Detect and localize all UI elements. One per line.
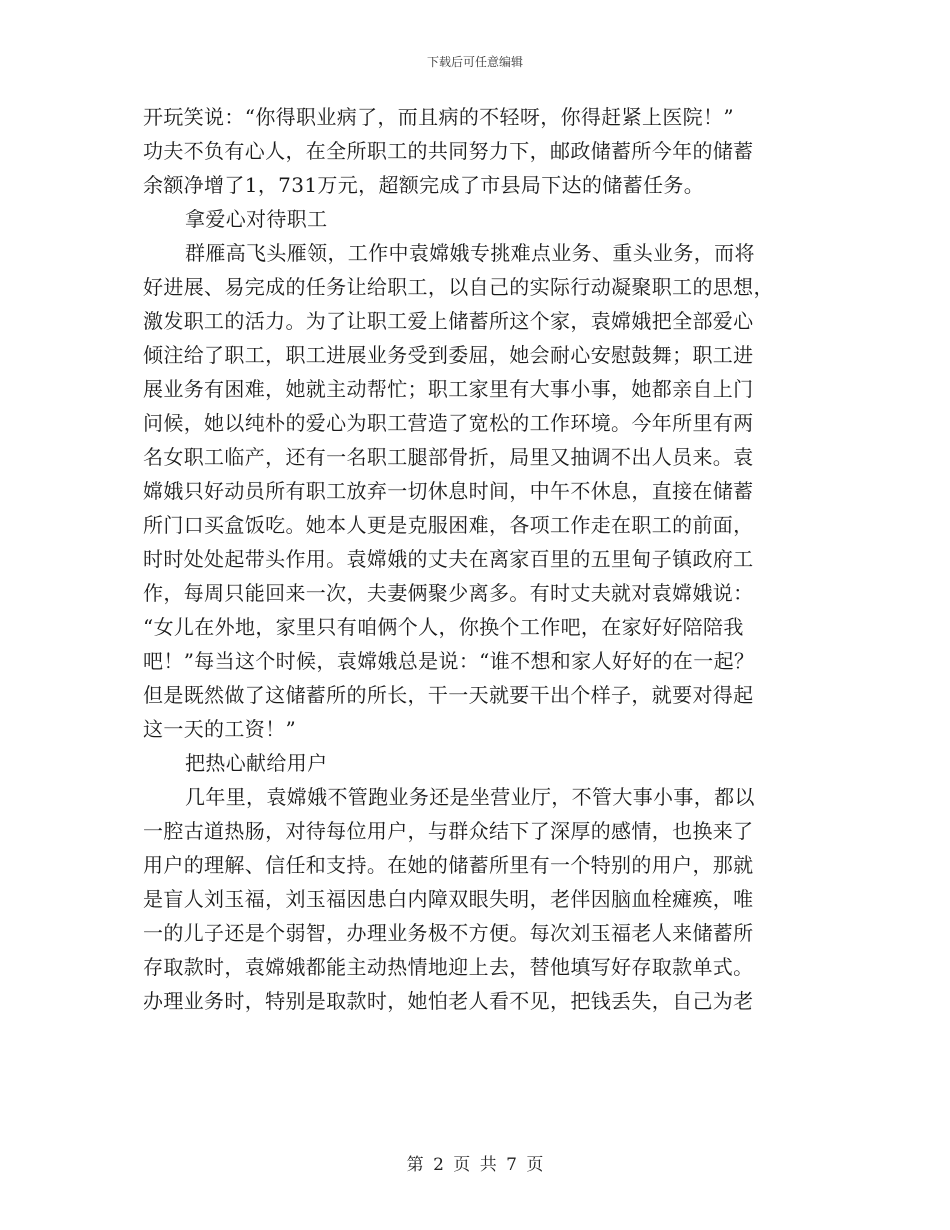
text-line: 嫦娥只好动员所有职工放弃一切休息时间，中午不休息，直接在储蓄 (143, 479, 754, 503)
text-line: 好进展、易完成的任务让给职工，以自己的实际行动凝聚职工的思想， (143, 275, 774, 299)
text-line: 但是既然做了这储蓄所的所长，干一天就要干出个样子，就要对得起 (143, 683, 754, 707)
text-line: 这一天的工资！” (143, 717, 297, 741)
text-line: 所门口买盒饭吃。她本人更是克服困难，各项工作走在职工的前面， (143, 513, 754, 537)
text-line: 几年里，袁嫦娥不管跑业务还是坐营业厅，不管大事小事，都以 (185, 785, 755, 809)
text-line: 余额净增了1，731万元，超额完成了市县局下达的储蓄任务。 (143, 173, 705, 197)
text-line: 一腔古道热肠，对待每位用户，与群众结下了深厚的感情，也换来了 (143, 819, 754, 843)
text-line: 时时处处起带头作用。袁嫦娥的丈夫在离家百里的五里甸子镇政府工 (143, 547, 754, 571)
text-line: 功夫不负有心人，在全所职工的共同努力下，邮政储蓄所今年的储蓄 (143, 139, 754, 163)
text-line: 倾注给了职工，职工进展业务受到委屈，她会耐心安慰鼓舞；职工进 (143, 343, 754, 367)
text-line: 一的儿子还是个弱智，办理业务极不方便。每次刘玉福老人来储蓄所 (143, 921, 754, 945)
text-line: 作，每周只能回来一次，夫妻俩聚少离多。有时丈夫就对袁嫦娥说： (143, 581, 754, 605)
text-line: 名女职工临产，还有一名职工腿部骨折，局里又抽调不出人员来。袁 (143, 445, 754, 469)
text-line: 是盲人刘玉福，刘玉福因患白内障双眼失明，老伴因脑血栓瘫痪，唯 (143, 887, 754, 911)
text-line: 开玩笑说：“你得职业病了，而且病的不轻呀，你得赶紧上医院！” (143, 105, 734, 129)
text-line: 展业务有困难，她就主动帮忙；职工家里有大事小事，她都亲自上门 (143, 377, 754, 401)
text-line: 群雁高飞头雁领，工作中袁嫦娥专挑难点业务、重头业务，而将 (185, 241, 755, 265)
text-line: 吧！”每当这个时候，袁嫦娥总是说：“谁不想和家人好好的在一起？ (143, 649, 755, 673)
text-line: 把热心献给用户 (185, 751, 328, 775)
text-line: “女儿在外地，家里只有咱俩个人，你换个工作吧，在家好好陪陪我 (143, 615, 744, 639)
text-line: 拿爱心对待职工 (185, 207, 328, 231)
text-line: 激发职工的活力。为了让职工爱上储蓄所这个家，袁嫦娥把全部爱心 (143, 309, 754, 333)
page-header: 下载后可任意编辑 (426, 55, 523, 69)
text-line: 问候，她以纯朴的爱心为职工营造了宽松的工作环境。今年所里有两 (143, 411, 754, 435)
text-line: 存取款时，袁嫦娥都能主动热情地迎上去，替他填写好存取款单式。 (143, 955, 754, 979)
page-number: 第 2 页 共 7 页 (406, 1155, 544, 1175)
text-line: 用户的理解、信任和支持。在她的储蓄所里有一个特别的用户，那就 (143, 853, 754, 877)
text-line: 办理业务时，特别是取款时，她怕老人看不见，把钱丢失，自己为老 (143, 989, 754, 1013)
document-body (143, 100, 808, 1018)
